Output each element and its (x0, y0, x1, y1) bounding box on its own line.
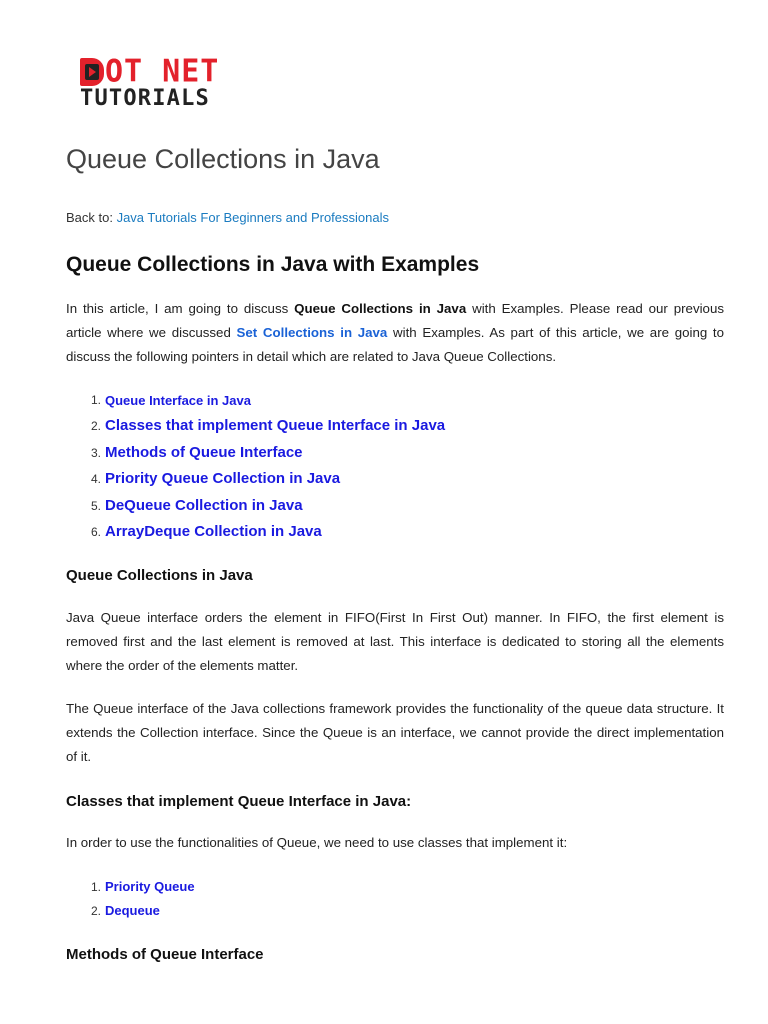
toc-number: 3. (91, 445, 102, 460)
toc-link-priority-queue[interactable]: Priority Queue Collection in Java (105, 470, 341, 487)
breadcrumb-prefix: Back to: (66, 210, 117, 225)
section1-paragraph-1: Java Queue interface orders the element in FIFO(First In First Out) manner. In FIFO, the first element is removed first and the last element is removed at last. This interface is dedicated to storing all the elements where the order of the elements matter. (66, 610, 724, 673)
list-item (91, 875, 195, 899)
intro-text-2: with Examples. Please read our previous article where we discussed (66, 301, 724, 340)
list-item (91, 899, 195, 923)
toc-item (91, 493, 445, 520)
table-of-contents (66, 388, 445, 546)
intro-paragraph (66, 297, 724, 369)
toc-item (91, 388, 445, 413)
toc-link-dequeue[interactable]: DeQueue Collection in Java (105, 496, 303, 514)
site-logo[interactable] (80, 53, 230, 113)
section-heading-queue-collections: Queue Collections in Java (66, 567, 253, 584)
priority-queue-link[interactable]: Priority Queue (105, 879, 195, 894)
toc-number: 4. (91, 472, 102, 486)
intro-bold: Queue Collections in Java (294, 301, 467, 316)
toc-number: 5. (91, 498, 102, 513)
section-heading-methods: Methods of Queue Interface (66, 946, 264, 963)
toc-link-arraydeque[interactable]: ArrayDeque Collection in Java (105, 523, 322, 540)
toc-link-classes[interactable]: Classes that implement Queue Interface in Java (105, 417, 446, 434)
breadcrumb (66, 209, 389, 227)
intro-text-1: In this article, I am going to discuss (66, 301, 295, 316)
toc-item (91, 413, 446, 440)
list-number: 2. (91, 904, 102, 918)
section1-paragraph-2: The Queue interface of the Java collections framework provides the functionality of the queue data structure. It extends the Collection interface. Since the Queue is an interface, we cannot provide the direct implementation of it. (66, 701, 724, 764)
intro-text-3: with Examples. As part of this article, we are going to discuss the following pointers in detail which are related to Java Queue Collections. (66, 325, 724, 364)
logo-top-row (80, 53, 220, 90)
logo-text-dotnet: OT NET (105, 53, 220, 90)
implementing-classes-list (66, 875, 195, 923)
set-collections-link[interactable]: Set Collections in Java (236, 325, 388, 340)
toc-item (91, 519, 445, 546)
toc-link-queue-interface[interactable]: Queue Interface in Java (105, 393, 251, 408)
play-icon (80, 58, 104, 86)
list-number: 1. (91, 880, 102, 894)
toc-number: 1. (91, 393, 102, 407)
toc-item (91, 440, 445, 467)
logo-text-tutorials: TUTORIALS (80, 86, 211, 111)
section-heading-classes: Classes that implement Queue Interface in Java: (66, 793, 412, 810)
toc-number: 6. (91, 525, 102, 539)
toc-item (91, 466, 445, 493)
toc-number: 2. (91, 419, 102, 433)
page-title: Queue Collections in Java (66, 144, 380, 174)
toc-link-methods[interactable]: Methods of Queue Interface (105, 443, 303, 461)
dequeue-link[interactable]: Dequeue (105, 903, 160, 918)
section2-paragraph: In order to use the functionalities of Queue, we need to use classes that implement it: (66, 835, 568, 850)
breadcrumb-link[interactable]: Java Tutorials For Beginners and Professionals (116, 210, 389, 225)
article-heading: Queue Collections in Java with Examples (66, 253, 480, 276)
